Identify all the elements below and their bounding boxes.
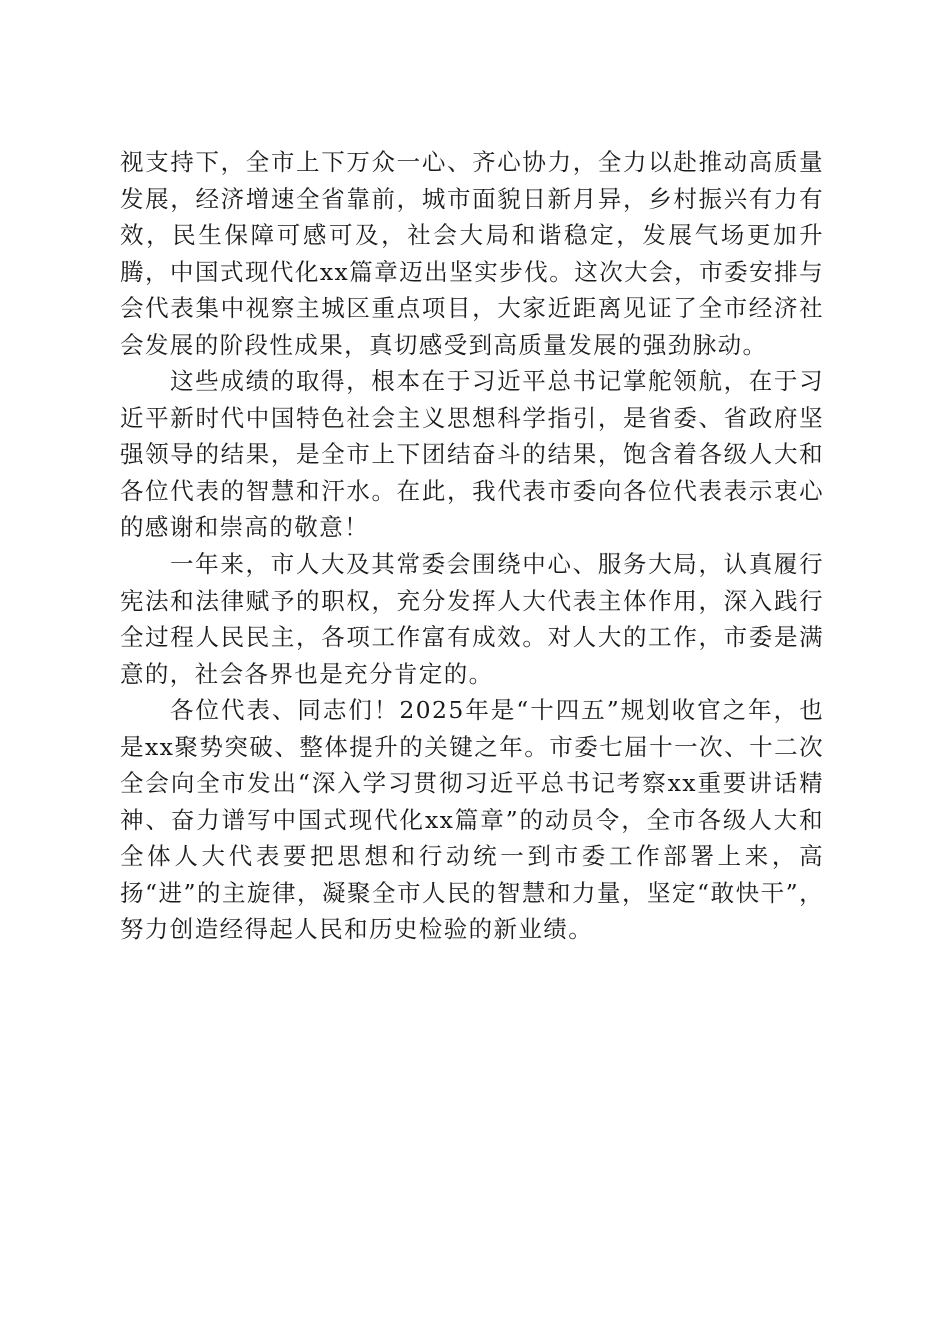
paragraph-npc-work-review: 一年来，市人大及其常委会围绕中心、服务大局，认真履行宪法和法律赋予的职权，充分发挥人大代表主体作用，深入践行全过程人民民主，各项工作富有成效。对人大的工作，市委是满意的，社会各界也是充分肯定的。 bbox=[120, 550, 824, 688]
document-page bbox=[120, 144, 824, 948]
paragraph-achievements-credit: 这些成绩的取得，根本在于习近平总书记掌舵领航，在于习近平新时代中国特色社会主义思想科学指引，是省委、省政府坚强领导的结果，是全市上下团结奋斗的结果，饱含着各级人大和各位代表的智慧和汗水。在此，我代表市委向各位代表表示衷心的感谢和崇高的敬意！ bbox=[120, 367, 824, 542]
paragraph-2025-goals: 各位代表、同志们！2025年是“十四五”规划收官之年，也是xx聚势突破、整体提升的关键之年。市委七届十一次、十二次全会向全市发出“深入学习贯彻习近平总书记考察xx重要讲话精神、奋力谱写中国式现代化xx篇章”的动员令，全市各级人大和全体人大代表要把思想和行动统一到市委工作部署上来，高扬“进”的主旋律，凝聚全市人民的智慧和力量，坚定“敢快干”，努力创造经得起人民和历史检验的新业绩。 bbox=[120, 696, 824, 944]
paragraph-continuation: 视支持下，全市上下万众一心、齐心协力，全力以赴推动高质量发展，经济增速全省靠前，城市面貌日新月异，乡村振兴有力有效，民生保障可感可及，社会大局和谐稳定，发展气场更加升腾，中国式现代化xx篇章迈出坚实步伐。这次大会，市委安排与会代表集中视察主城区重点项目，大家近距离见证了全市经济社会发展的阶段性成果，真切感受到高质量发展的强劲脉动。 bbox=[120, 148, 824, 359]
